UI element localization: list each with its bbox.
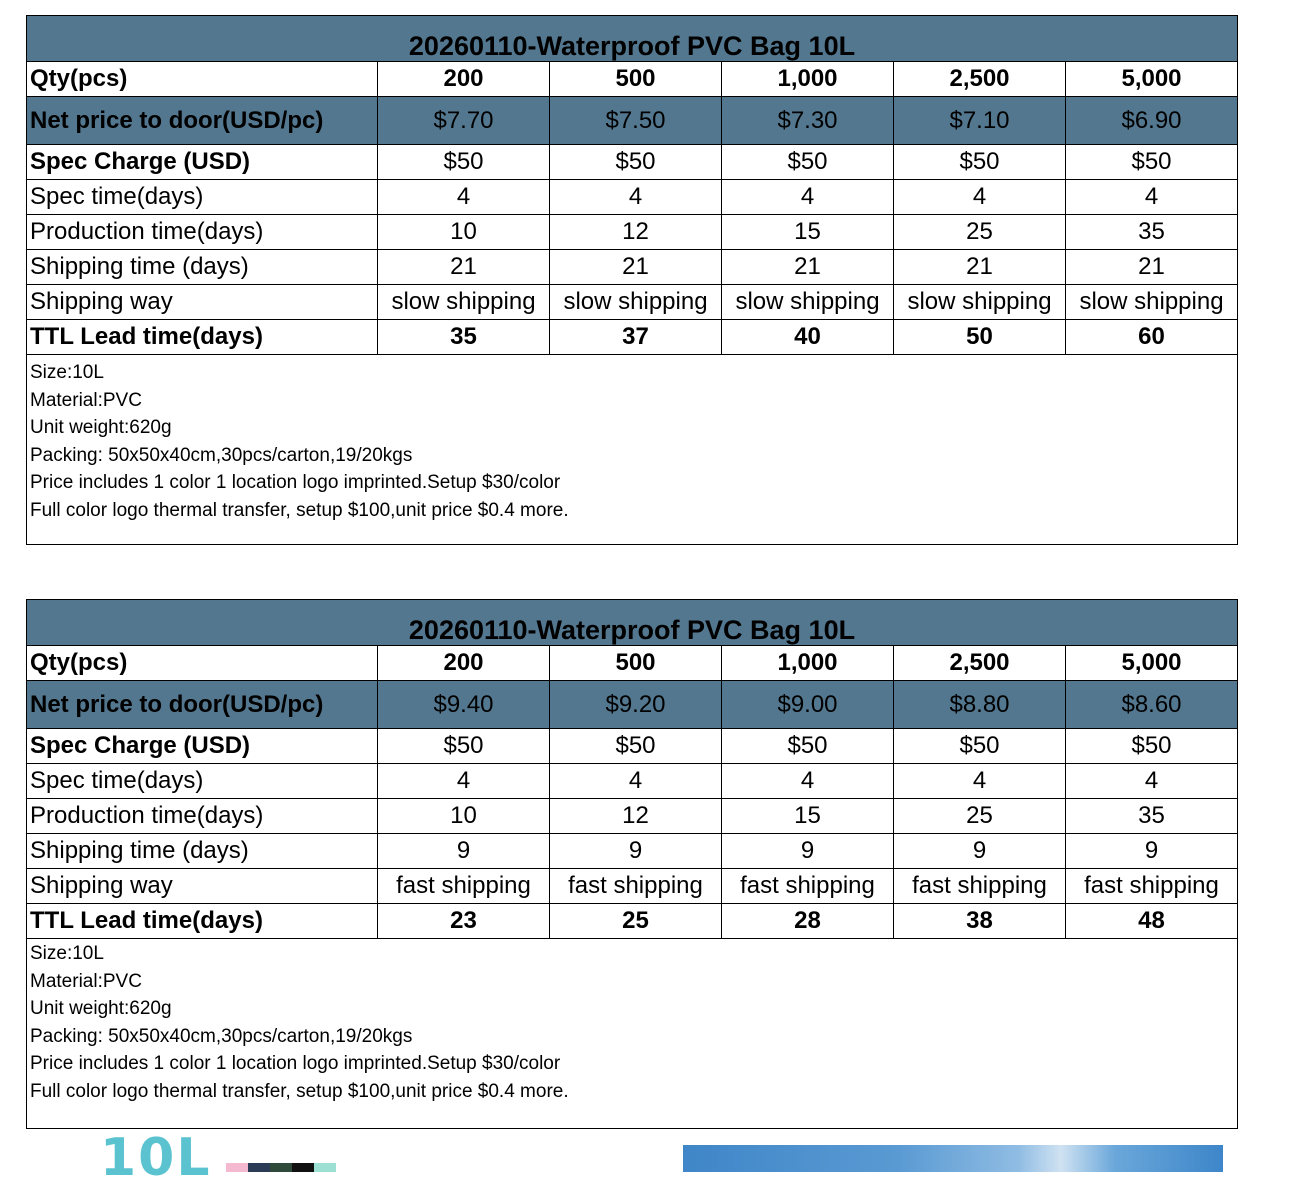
price-cell: $6.90	[1066, 97, 1238, 145]
qty-label: Qty(pcs)	[27, 646, 378, 681]
spec-charge-cell: $50	[378, 729, 550, 764]
lead-time-cell: 28	[722, 904, 894, 939]
shipping-time-label: Shipping time (days)	[27, 250, 378, 285]
note-line: Unit weight:620g	[30, 417, 172, 439]
lead-time-cell: 23	[378, 904, 550, 939]
note-line: Size:10L	[30, 362, 104, 383]
production-time-cell: 12	[550, 215, 722, 250]
spec-charge-cell: $50	[1066, 145, 1238, 180]
shipping-way-cell: slow shipping	[722, 285, 894, 320]
color-swatch	[292, 1163, 314, 1172]
shipping-time-cell: 21	[722, 250, 894, 285]
notes-cell	[27, 939, 1238, 1129]
lead-time-label: TTL Lead time(days)	[27, 904, 378, 939]
note-line: Full color logo thermal transfer, setup $100,unit price $0.4 more.	[30, 1080, 569, 1102]
note-line: Packing: 50x50x40cm,30pcs/carton,19/20kgs	[30, 444, 413, 466]
spec-charge-cell: $50	[378, 145, 550, 180]
price-cell: $8.60	[1066, 681, 1238, 729]
spec-charge-cell: $50	[1066, 729, 1238, 764]
production-time-cell: 35	[1066, 215, 1238, 250]
lead-time-cell: 48	[1066, 904, 1238, 939]
shipping-way-cell: slow shipping	[894, 285, 1066, 320]
spec-charge-cell: $50	[894, 145, 1066, 180]
production-time-cell: 25	[894, 215, 1066, 250]
spec-time-row	[27, 180, 1238, 215]
price-cell: $7.30	[722, 97, 894, 145]
spec-charge-label: Spec Charge (USD)	[27, 729, 378, 764]
price-cell: $9.00	[722, 681, 894, 729]
spec-time-cell: 4	[550, 764, 722, 799]
price-cell: $7.10	[894, 97, 1066, 145]
quote-table-1	[26, 15, 1238, 545]
production-time-cell: 15	[722, 215, 894, 250]
spec-time-cell: 4	[1066, 180, 1238, 215]
shipping-way-cell: slow shipping	[1066, 285, 1238, 320]
shipping-time-cell: 9	[722, 834, 894, 869]
spec-charge-row	[27, 145, 1238, 180]
production-time-cell: 10	[378, 799, 550, 834]
qty-cell: 1,000	[722, 646, 894, 681]
note-line: Material:PVC	[30, 970, 142, 992]
quote-table-2	[26, 599, 1238, 1129]
color-swatch	[248, 1163, 270, 1172]
lead-time-cell: 38	[894, 904, 1066, 939]
spec-charge-cell: $50	[722, 729, 894, 764]
note-line: Packing: 50x50x40cm,30pcs/carton,19/20kgs	[30, 1025, 413, 1047]
lead-time-row	[27, 904, 1238, 939]
shipping-way-row	[27, 285, 1238, 320]
color-swatch	[270, 1163, 292, 1172]
qty-cell: 1,000	[722, 62, 894, 97]
color-swatch	[314, 1163, 336, 1172]
product-size-graphic: 10L	[100, 1128, 212, 1188]
price-cell: $8.80	[894, 681, 1066, 729]
spec-charge-cell: $50	[550, 729, 722, 764]
spec-charge-cell: $50	[550, 145, 722, 180]
table-title-row	[27, 16, 1238, 62]
shipping-time-cell: 9	[1066, 834, 1238, 869]
note-line: Full color logo thermal transfer, setup $100,unit price $0.4 more.	[30, 499, 569, 521]
shipping-time-cell: 21	[550, 250, 722, 285]
lead-time-cell: 35	[378, 320, 550, 355]
spec-time-label: Spec time(days)	[27, 180, 378, 215]
shipping-way-label: Shipping way	[27, 869, 378, 904]
notes-row	[27, 939, 1238, 1129]
spec-time-cell: 4	[378, 180, 550, 215]
price-row	[27, 681, 1238, 729]
production-time-cell: 10	[378, 215, 550, 250]
production-time-cell: 35	[1066, 799, 1238, 834]
spec-time-cell: 4	[894, 764, 1066, 799]
note-line: Material:PVC	[30, 389, 142, 411]
production-time-cell: 15	[722, 799, 894, 834]
spec-charge-cell: $50	[894, 729, 1066, 764]
lead-time-cell: 60	[1066, 320, 1238, 355]
table-title: 20260110-Waterproof PVC Bag 10L	[27, 16, 1238, 62]
qty-cell: 2,500	[894, 646, 1066, 681]
production-time-cell: 25	[894, 799, 1066, 834]
price-cell: $9.40	[378, 681, 550, 729]
qty-cell: 500	[550, 646, 722, 681]
qty-cell: 200	[378, 62, 550, 97]
product-photo-sky	[683, 1145, 1223, 1172]
spec-time-cell: 4	[1066, 764, 1238, 799]
note-line: Price includes 1 color 1 location logo imprinted.Setup $30/color	[30, 472, 561, 494]
qty-cell: 500	[550, 62, 722, 97]
shipping-way-label: Shipping way	[27, 285, 378, 320]
production-time-label: Production time(days)	[27, 799, 378, 834]
lead-time-row	[27, 320, 1238, 355]
production-time-row	[27, 799, 1238, 834]
price-cell: $7.70	[378, 97, 550, 145]
shipping-time-cell: 9	[550, 834, 722, 869]
table-title-row	[27, 600, 1238, 646]
lead-time-cell: 25	[550, 904, 722, 939]
spec-time-row	[27, 764, 1238, 799]
shipping-way-cell: fast shipping	[550, 869, 722, 904]
qty-cell: 5,000	[1066, 646, 1238, 681]
production-time-label: Production time(days)	[27, 215, 378, 250]
spec-charge-row	[27, 729, 1238, 764]
lead-time-cell: 40	[722, 320, 894, 355]
notes-row	[27, 355, 1238, 545]
spec-time-cell: 4	[550, 180, 722, 215]
spec-charge-cell: $50	[722, 145, 894, 180]
lead-time-cell: 37	[550, 320, 722, 355]
qty-row	[27, 646, 1238, 681]
lead-time-label: TTL Lead time(days)	[27, 320, 378, 355]
shipping-way-cell: slow shipping	[378, 285, 550, 320]
production-time-row	[27, 215, 1238, 250]
qty-row	[27, 62, 1238, 97]
spec-time-label: Spec time(days)	[27, 764, 378, 799]
note-line: Unit weight:620g	[30, 998, 172, 1020]
spec-charge-label: Spec Charge (USD)	[27, 145, 378, 180]
shipping-way-cell: fast shipping	[378, 869, 550, 904]
spec-time-cell: 4	[722, 180, 894, 215]
color-swatch	[226, 1163, 248, 1172]
price-label: Net price to door(USD/pc)	[27, 97, 378, 145]
shipping-way-cell: slow shipping	[550, 285, 722, 320]
shipping-time-cell: 9	[378, 834, 550, 869]
shipping-time-row	[27, 834, 1238, 869]
note-line: Price includes 1 color 1 location logo imprinted.Setup $30/color	[30, 1053, 561, 1075]
price-cell: $7.50	[550, 97, 722, 145]
price-row	[27, 97, 1238, 145]
shipping-way-row	[27, 869, 1238, 904]
qty-cell: 2,500	[894, 62, 1066, 97]
qty-cell: 200	[378, 646, 550, 681]
shipping-time-label: Shipping time (days)	[27, 834, 378, 869]
shipping-time-cell: 9	[894, 834, 1066, 869]
note-line: Size:10L	[30, 943, 104, 964]
shipping-time-cell: 21	[1066, 250, 1238, 285]
spec-time-cell: 4	[378, 764, 550, 799]
price-label: Net price to door(USD/pc)	[27, 681, 378, 729]
table-title: 20260110-Waterproof PVC Bag 10L	[27, 600, 1238, 646]
shipping-way-cell: fast shipping	[894, 869, 1066, 904]
lead-time-cell: 50	[894, 320, 1066, 355]
qty-label: Qty(pcs)	[27, 62, 378, 97]
shipping-way-cell: fast shipping	[722, 869, 894, 904]
spec-time-cell: 4	[722, 764, 894, 799]
shipping-time-row	[27, 250, 1238, 285]
shipping-time-cell: 21	[378, 250, 550, 285]
shipping-time-cell: 21	[894, 250, 1066, 285]
notes-cell	[27, 355, 1238, 545]
production-time-cell: 12	[550, 799, 722, 834]
color-swatches	[226, 1163, 336, 1172]
spec-time-cell: 4	[894, 180, 1066, 215]
qty-cell: 5,000	[1066, 62, 1238, 97]
shipping-way-cell: fast shipping	[1066, 869, 1238, 904]
price-cell: $9.20	[550, 681, 722, 729]
